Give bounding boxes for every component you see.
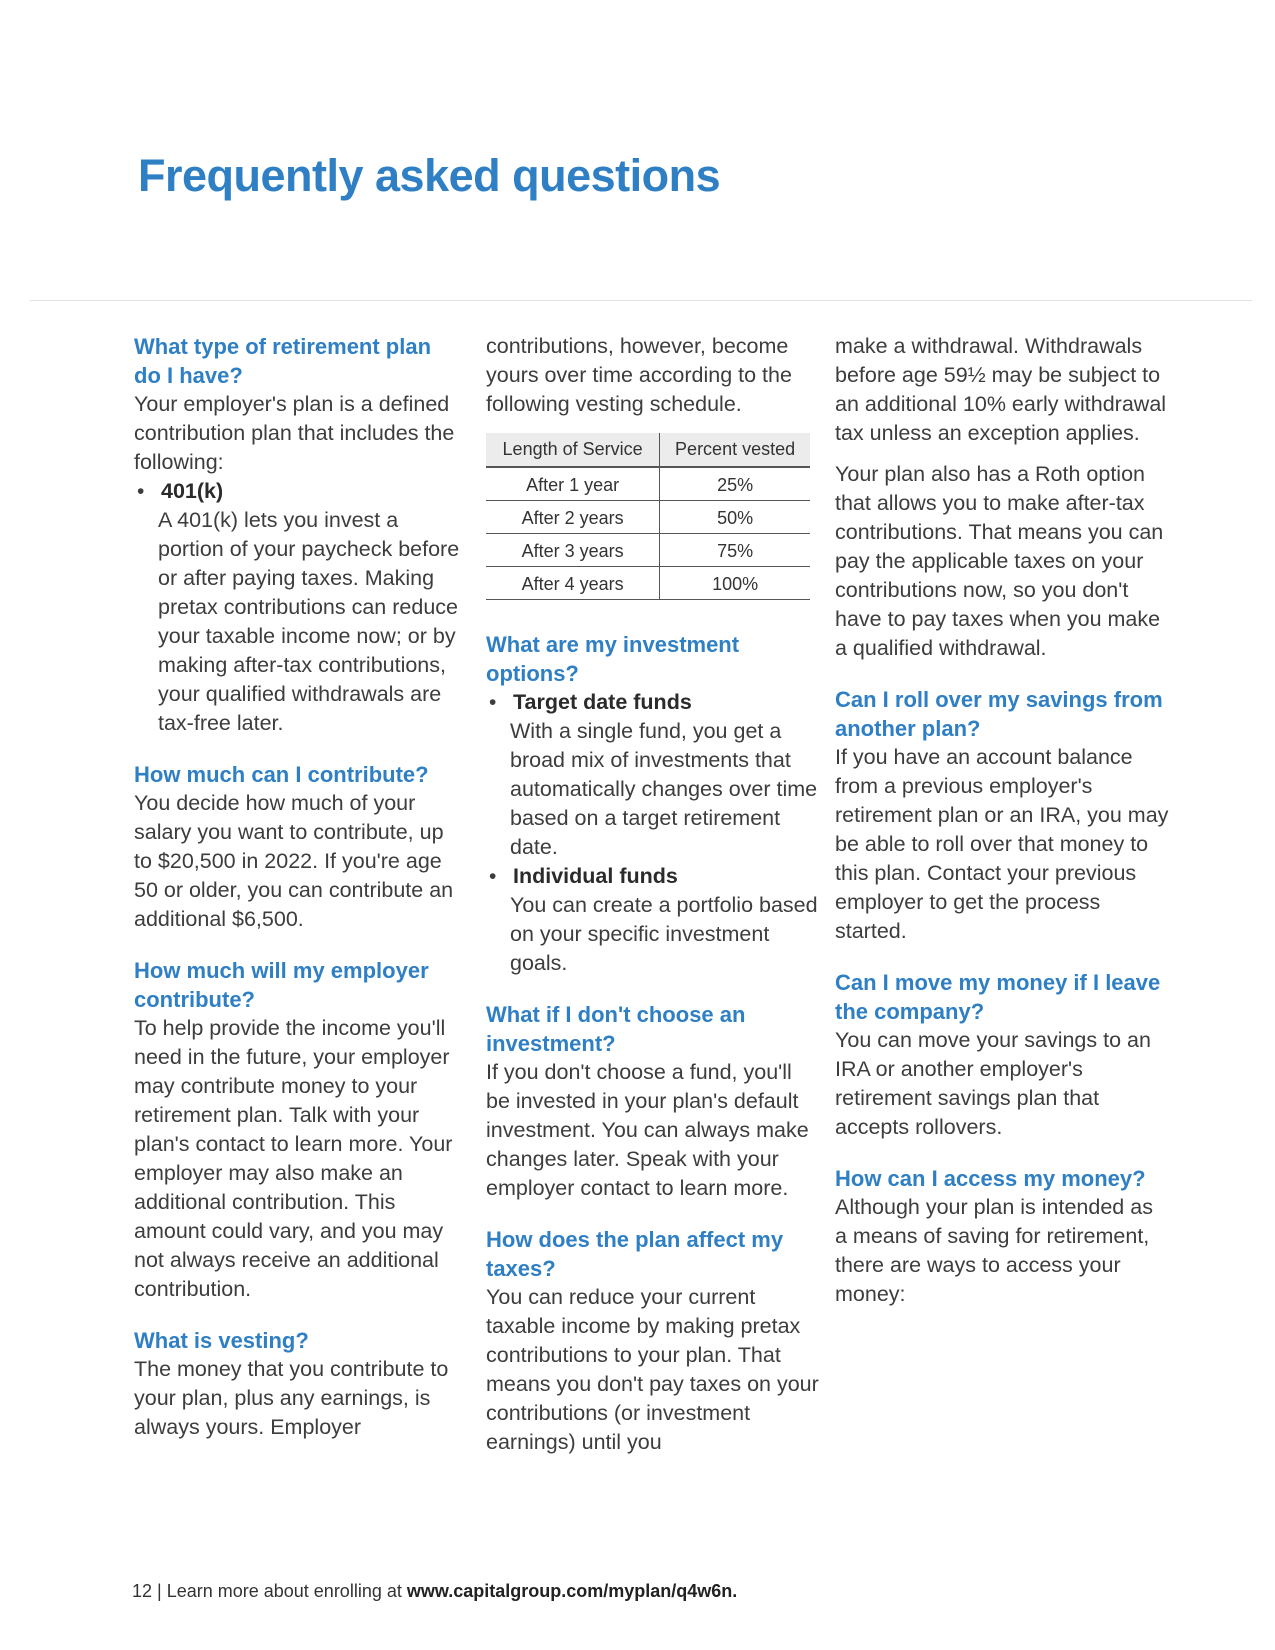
question-plan-type: What type of retirement plan do I have? bbox=[134, 334, 432, 388]
column-2 bbox=[486, 332, 821, 1457]
answer-plan-type: Your employer's plan is a defined contribution plan that includes the following: bbox=[134, 392, 455, 474]
answer-access-money: Although your plan is intended as a means of saving for retirement, there are ways to access your money: bbox=[835, 1195, 1153, 1306]
bullet-individual-funds bbox=[486, 862, 821, 891]
bullet-dot-icon: • bbox=[137, 480, 145, 503]
table-row bbox=[486, 534, 810, 567]
answer-no-investment: If you don't choose a fund, you'll be invested in your plan's default investment. You can always make changes later. Speak with your employer contact to learn more. bbox=[486, 1060, 809, 1200]
table-cell-service: After 3 years bbox=[486, 534, 660, 567]
question-contribute: How much can I contribute? bbox=[134, 762, 429, 787]
column-1 bbox=[134, 332, 464, 1442]
table-row bbox=[486, 501, 810, 534]
answer-contribute: You decide how much of your salary you want to contribute, up to $20,500 in 2022. If you're age 50 or older, you can contribute an additional $6,500. bbox=[134, 791, 454, 931]
table-header-service: Length of Service bbox=[486, 433, 660, 467]
table-cell-service: After 4 years bbox=[486, 567, 660, 600]
answer-taxes: You can reduce your current taxable income by making pretax contributions to your plan. That means you don't pay taxes on your contributions (or investment earnings) until you bbox=[486, 1285, 819, 1454]
page-footer bbox=[132, 1581, 737, 1602]
bullet-dot-icon: • bbox=[489, 691, 497, 714]
bullet-401k bbox=[134, 477, 464, 506]
table-cell-service: After 2 years bbox=[486, 501, 660, 534]
table-cell-percent: 50% bbox=[660, 501, 810, 534]
page-title: Frequently asked questions bbox=[138, 150, 721, 201]
table-cell-percent: 100% bbox=[660, 567, 810, 600]
answer-rollover: If you have an account balance from a previous employer's retirement plan or an IRA, you may be able to roll over that money to this plan. Contact your previous employer to get the process started. bbox=[835, 745, 1169, 943]
vesting-continued: contributions, however, become yours over time according to the following vesting schedule. bbox=[486, 334, 792, 416]
bullet-target-date bbox=[486, 688, 821, 717]
question-access-money: How can I access my money? bbox=[835, 1166, 1146, 1191]
table-row bbox=[486, 467, 810, 501]
table-cell-service: After 1 year bbox=[486, 467, 660, 501]
table-header-percent: Percent vested bbox=[660, 433, 810, 467]
answer-leave-company: You can move your savings to an IRA or another employer's retirement savings plan that accepts rollovers. bbox=[835, 1028, 1151, 1139]
answer-vesting: The money that you contribute to your plan, plus any earnings, is always yours. Employer bbox=[134, 1357, 449, 1439]
roth-option-text: Your plan also has a Roth option that allows you to make after-tax contributions. That means you can pay the applicable taxes on your contributions now, so you don't have to pay taxes when you make a qualified withdrawal. bbox=[835, 462, 1164, 660]
question-no-investment: What if I don't choose an investment? bbox=[486, 1002, 746, 1056]
bullet-dot-icon: • bbox=[489, 865, 497, 888]
footer-text: 12 | Learn more about enrolling at bbox=[132, 1581, 407, 1601]
bullet-target-date-text: With a single fund, you get a broad mix of investments that automatically changes over time based on a target retirement date. bbox=[510, 719, 818, 859]
question-rollover: Can I roll over my savings from another plan? bbox=[835, 687, 1163, 741]
bullet-individual-funds-text: You can create a portfolio based on your specific investment goals. bbox=[510, 893, 818, 975]
question-investment-options: What are my investment options? bbox=[486, 632, 740, 686]
taxes-continued: make a withdrawal. Withdrawals before age 59½ may be subject to an additional 10% early withdrawal tax unless an exception applies. bbox=[835, 334, 1167, 445]
divider bbox=[30, 300, 1252, 301]
bullet-target-date-heading: Target date funds bbox=[513, 690, 692, 714]
question-vesting: What is vesting? bbox=[134, 1328, 309, 1353]
table-cell-percent: 75% bbox=[660, 534, 810, 567]
column-3 bbox=[835, 332, 1170, 1309]
table-row bbox=[486, 567, 810, 600]
question-employer-contribute: How much will my employer contribute? bbox=[134, 958, 429, 1012]
vesting-table bbox=[486, 433, 810, 600]
bullet-individual-funds-heading: Individual funds bbox=[513, 864, 678, 888]
bullet-401k-heading: 401(k) bbox=[161, 479, 224, 503]
question-taxes: How does the plan affect my taxes? bbox=[486, 1227, 784, 1281]
footer-link[interactable]: www.capitalgroup.com/myplan/q4w6n. bbox=[406, 1581, 738, 1601]
table-cell-percent: 25% bbox=[660, 467, 810, 501]
bullet-401k-text: A 401(k) lets you invest a portion of your paycheck before or after paying taxes. Making pretax contributions can reduce your taxable income now; or by making after-tax contributions, your qualified withdrawals are tax-free later. bbox=[158, 508, 460, 735]
question-leave-company: Can I move my money if I leave the company? bbox=[835, 970, 1161, 1024]
answer-employer-contribute: To help provide the income you'll need in the future, your employer may contribute money to your retirement plan. Talk with your plan's contact to learn more. Your employer may also make an additional contribution. This amount could vary, and you may not always receive an additional contribution. bbox=[134, 1016, 453, 1301]
